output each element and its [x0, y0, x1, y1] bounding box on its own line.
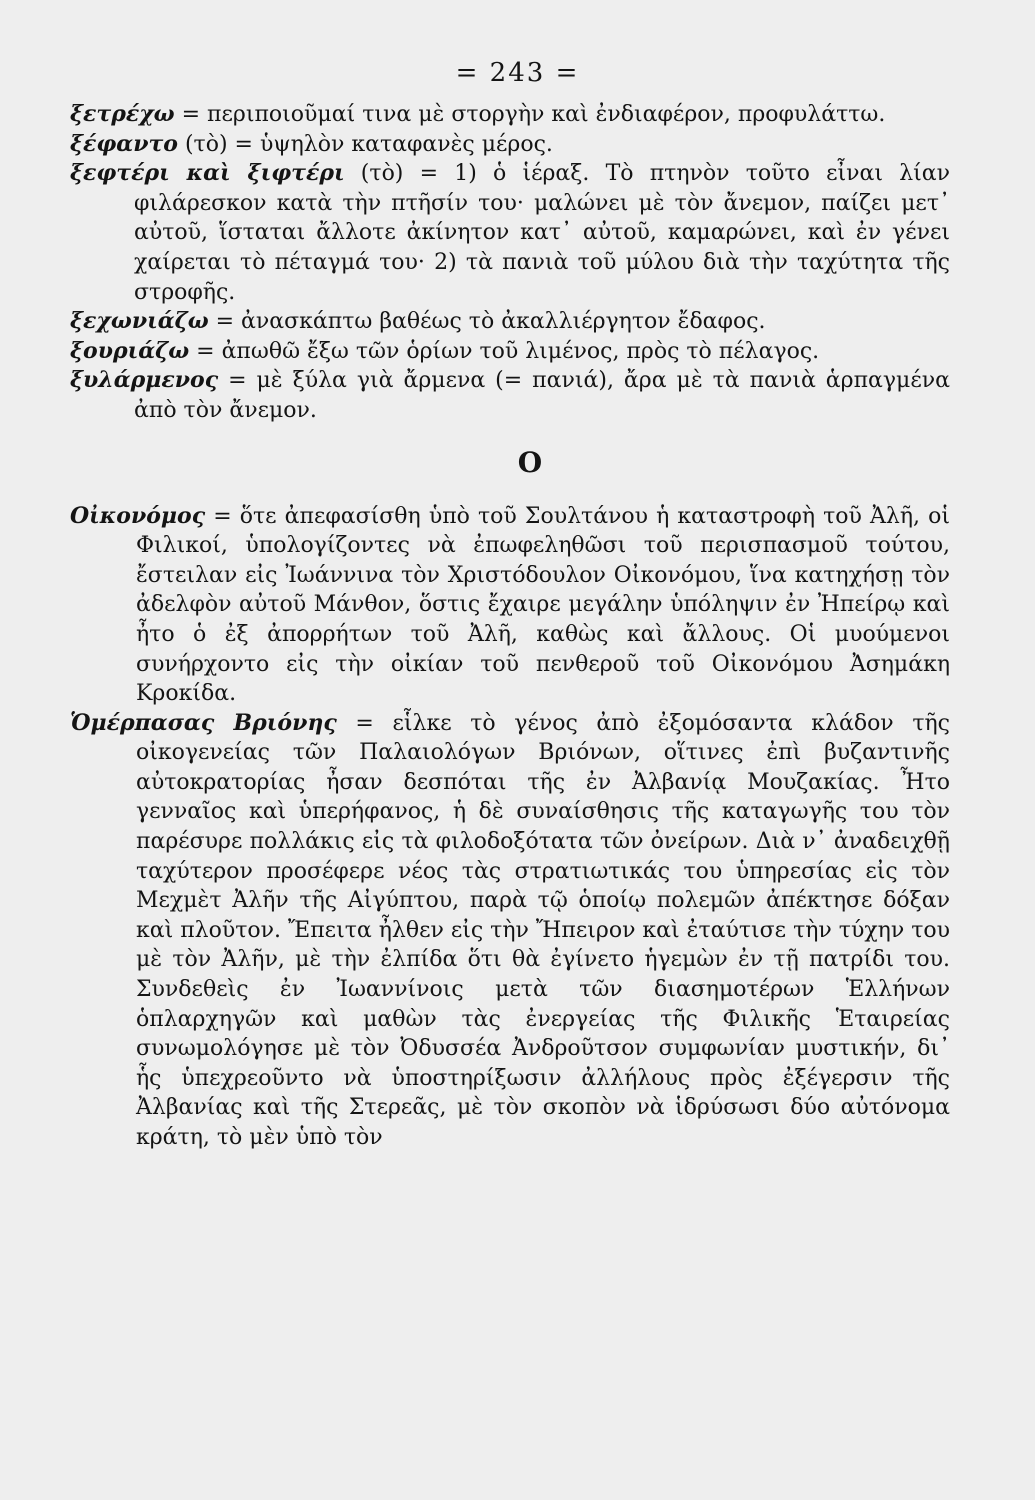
entry-definition: = ἀνασκάπτω βαθέως τὸ ἀκαλλιέργητον ἔδαφος. — [208, 309, 766, 335]
entry-definition: = ὅτε ἀπεφασίσθη ὑπὸ τοῦ Σουλτάνου ἡ καταστροφὴ τοῦ Ἀλῆ, οἱ Φιλικοί, ὑπολογίζοντες νὰ ἐπωφεληθῶσι τοῦ περισπασμοῦ τούτου, ἔστειλαν εἰς Ἰωάννινα τὸν Χριστόδουλον Οἰκονόμου, ἵνα κατηχήσῃ τὸν ἀδελφὸν αὐτοῦ Μάνθον, ὅστις ἔχαιρε μεγάλην ὑπόληψιν ἐν Ἠπείρῳ καὶ ἦτο ὁ ἐξ ἀπορρήτων τοῦ Ἀλῆ, καθὼς καὶ ἄλλους. Οἱ μυούμενοι συνήρχοντο εἰς τὴν οἰκίαν τοῦ πενθεροῦ τοῦ Οἰκονόμου Ἀσημάκη Κροκίδα. — [136, 503, 950, 707]
entry-headword: ξέφαντο — [70, 130, 178, 157]
entry-headword: ξυλάρμενος — [70, 367, 219, 394]
entry-definition: (τὸ) = ὑψηλὸν καταφανὲς μέρος. — [177, 131, 553, 157]
dictionary-entry — [70, 709, 950, 1153]
entry-headword: ξεφτέρι καὶ ξιφτέρι — [70, 160, 345, 187]
entry-definition: = εἷλκε τὸ γένος ἀπὸ ἐξομόσαντα κλάδον τῆς οἰκογενείας τῶν Παλαιολόγων Βριόνων, οἵτινες ἐπὶ βυζαντινῆς αὐτοκρατορίας ἦσαν δεσπόται τῆς ἐν Ἀλβανίᾳ Μουζακίας. Ἦτο γενναῖος καὶ ὑπερήφανος, ἡ δὲ συναίσθησις τῆς καταγωγῆς του τὸν παρέσυρε πολλάκις εἰς τὰ φιλοδοξότατα τῶν ὀνείρων. Διὰ ν᾽ ἀναδειχθῇ ταχύτερον προσέφερε νέος τὰς στρατιωτικάς του ὑπηρεσίας εἰς τὸν Μεχμὲτ Ἀλῆν τῆς Αἰγύπτου, παρὰ τῷ ὁποίῳ πολεμῶν ἀπέκτησε δόξαν καὶ πλοῦτον. Ἔπειτα ἦλθεν εἰς τὴν Ἤπειρον καὶ ἐταύτισε τὴν τύχην του μὲ τὸν Ἀλῆν, μὲ τὴν ἐλπίδα ὅτι θὰ ἐγίνετο ἡγεμὼν ἐν τῇ πατρίδι του. Συνδεθεὶς ἐν Ἰωαννίνοις μετὰ τῶν διασημοτέρων Ἑλλήνων ὁπλαρχηγῶν καὶ μαθὼν τὰς ἐνεργείας τῆς Φιλικῆς Ἑταιρείας συνωμολόγησε μὲ τὸν Ὀδυσσέα Ἀνδροῦτσον συμφωνίαν μυστικήν, δι᾽ ἧς ὑπεχρεοῦντο νὰ ὑποστηρίξωσιν ἀλλήλους πρὸς ἐξέγερσιν τῆς Ἀλβανίας καὶ τῆς Στερεᾶς, μὲ τὸν σκοπὸν νὰ ἱδρύσωσι δύο αὐτόνομα κράτη, τὸ μὲν ὑπὸ τὸν — [136, 710, 951, 1150]
entry-headword: ξεχωνιάζω — [70, 308, 209, 335]
entry-definition: = περιποιοῦμαί τινα μὲ στοργὴν καὶ ἐνδιαφέρον, προφυλάττω. — [174, 102, 886, 127]
entry-definition: (τὸ) = 1) ὁ ἱέραξ. Τὸ πτηνὸν τοῦτο εἶναι λίαν φιλάρεσκον κατὰ τὴν πτῆσίν του· μαλώνει μὲ τὸν ἄνεμον, παίζει μετ᾽ αὐτοῦ, ἵσταται ἄλλοτε ἀκίνητον κατ᾽ αὐτοῦ, καμαρώνει, καὶ ἐν γένει χαίρεται τὸ πέταγμά του· 2) τὰ πανιὰ τοῦ μύλου διὰ τὴν ταχύτητα τῆς στροφῆς. — [134, 161, 950, 305]
entry-headword: Οἰκονόμος — [70, 502, 206, 529]
entry-headword: Ὁμέρπασας Βριόνης — [70, 709, 337, 736]
section-letter-heading: O — [517, 445, 543, 479]
dictionary-entry — [70, 337, 950, 367]
dictionary-entry — [70, 100, 950, 130]
entry-definition: = ἀπωθῶ ἔξω τῶν ὁρίων τοῦ λιμένος, πρὸς τὸ πέλαγος. — [189, 338, 820, 364]
dictionary-entry — [70, 502, 950, 709]
dictionary-entry — [70, 307, 950, 337]
dictionary-entry — [70, 159, 950, 307]
entry-headword: ξουριάζω — [70, 337, 190, 364]
entry-definition: = μὲ ξύλα γιὰ ἄρμενα (= πανιά), ἄρα μὲ τὰ πανιὰ ἁρπαγμένα ἀπὸ τὸν ἄνεμον. — [134, 368, 950, 423]
dictionary-entry — [70, 130, 950, 160]
page-number: = 243 = — [455, 58, 580, 88]
entry-headword: ξετρέχω — [70, 101, 175, 127]
page-text — [70, 100, 950, 1153]
dictionary-entry — [70, 366, 950, 425]
